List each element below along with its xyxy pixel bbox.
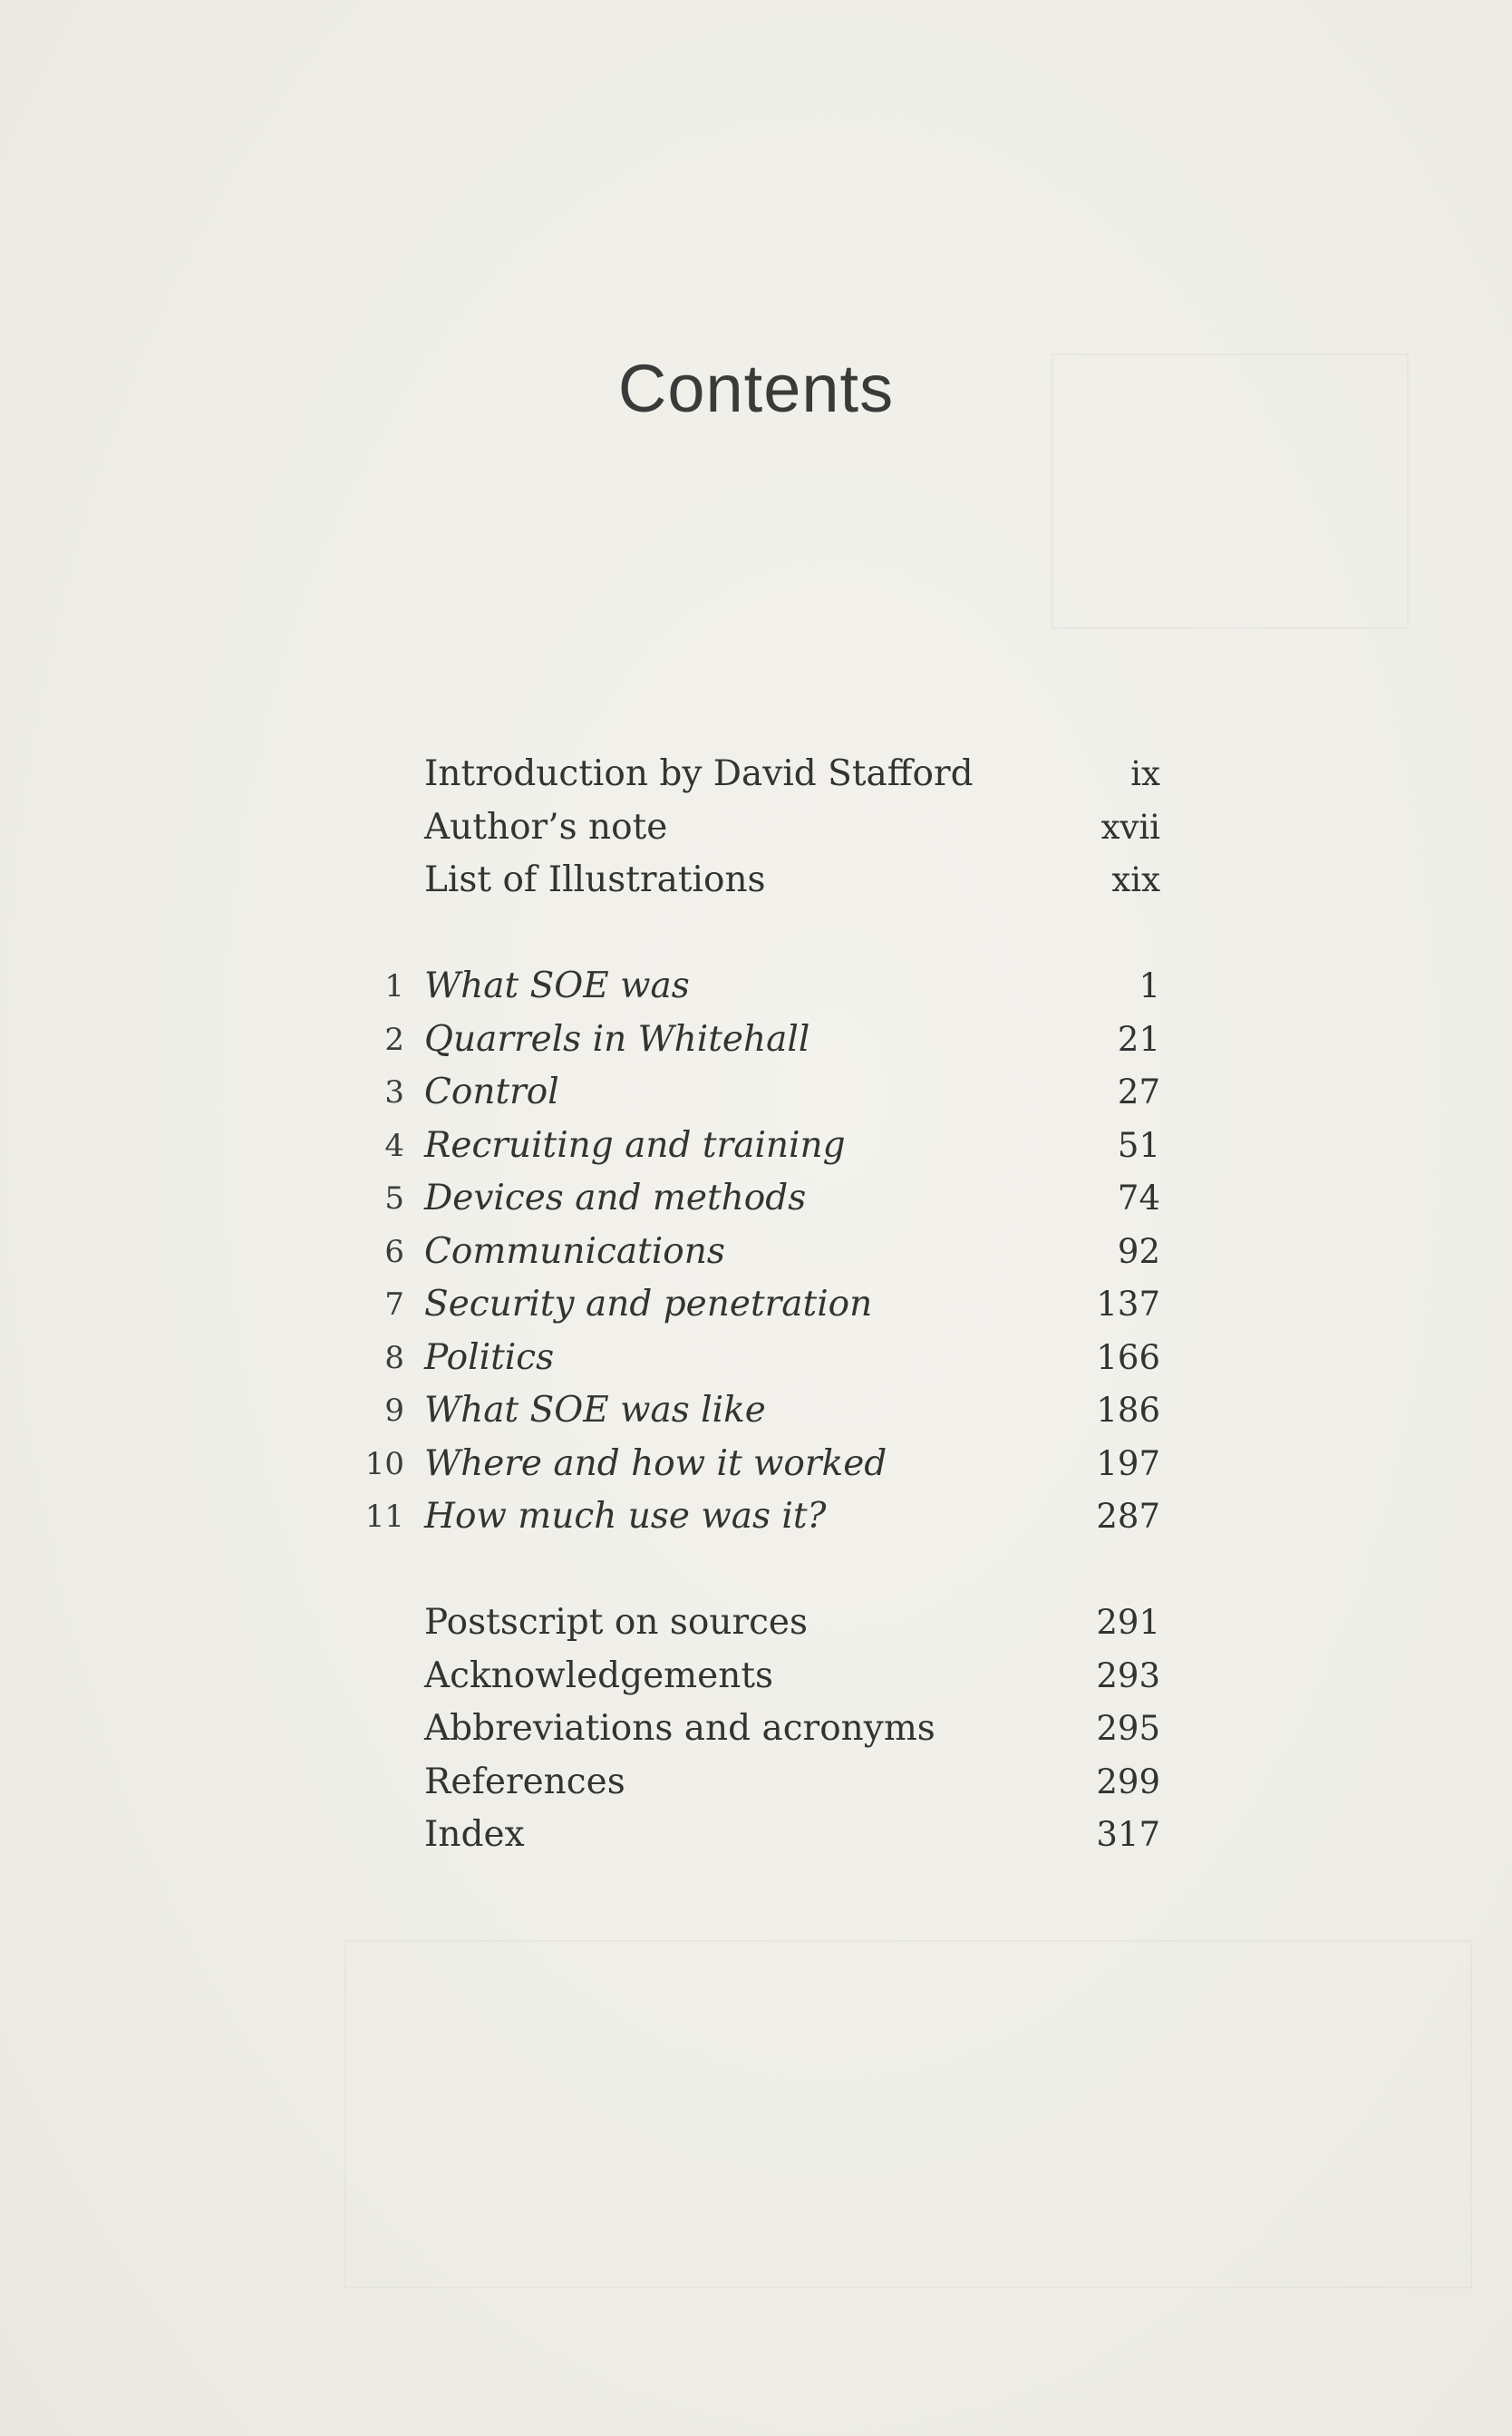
toc-entry-index <box>344 1809 1160 1862</box>
chapter-page: 27 <box>1117 1072 1160 1111</box>
chapter-number: 4 <box>384 1127 404 1164</box>
chapter-title: Where and how it worked <box>424 1442 887 1484</box>
section-gap <box>344 907 1160 961</box>
chapter-title: Control <box>424 1072 559 1112</box>
toc-chapter-11 <box>344 1490 1160 1544</box>
toc-entry-abbreviations <box>344 1703 1160 1756</box>
table-of-contents <box>344 748 1160 1862</box>
chapter-number: 10 <box>364 1445 404 1482</box>
chapter-number: 3 <box>384 1074 404 1111</box>
chapter-page: 92 <box>1117 1231 1160 1271</box>
chapter-title: Politics <box>424 1336 555 1378</box>
toc-chapter-5 <box>344 1172 1160 1226</box>
chapter-page: 21 <box>1117 1019 1160 1059</box>
toc-entry-page: 299 <box>1096 1761 1160 1801</box>
toc-entry-list-of-illustrations <box>344 854 1160 907</box>
toc-chapter-2 <box>344 1014 1160 1067</box>
chapter-page: 166 <box>1096 1337 1160 1377</box>
chapter-number: 6 <box>384 1233 404 1270</box>
chapter-title: Quarrels in Whitehall <box>424 1018 810 1060</box>
toc-entry-label: Abbreviations and acronyms <box>424 1708 935 1749</box>
chapter-title: Devices and methods <box>424 1178 807 1218</box>
chapter-page: 197 <box>1096 1443 1160 1483</box>
chapter-page: 74 <box>1117 1179 1160 1218</box>
chapter-number: 5 <box>384 1180 404 1217</box>
chapter-title: What SOE was <box>424 966 690 1006</box>
toc-chapter-7 <box>344 1278 1160 1332</box>
toc-entry-label: Author’s note <box>424 806 668 848</box>
chapter-page: 1 <box>1139 966 1160 1005</box>
toc-entry-label: Index <box>424 1814 525 1855</box>
toc-chapter-8 <box>344 1332 1160 1385</box>
toc-chapter-6 <box>344 1226 1160 1279</box>
chapter-page: 287 <box>1096 1497 1160 1536</box>
chapter-number: 8 <box>384 1339 404 1376</box>
toc-entry-authors-note <box>344 801 1160 855</box>
toc-entry-label: References <box>424 1761 625 1802</box>
section-gap <box>344 1544 1160 1597</box>
toc-entry-label: Introduction by David Stafford <box>424 753 974 794</box>
page-title: Contents <box>617 351 895 426</box>
toc-entry-page: ix <box>1130 754 1160 793</box>
toc-entry-label: Acknowledgements <box>424 1655 774 1696</box>
chapter-title: How much use was it? <box>424 1496 827 1537</box>
chapter-page: 186 <box>1096 1391 1160 1430</box>
toc-chapter-9 <box>344 1384 1160 1438</box>
chapter-number: 11 <box>364 1499 404 1535</box>
toc-entry-page: 317 <box>1096 1815 1160 1854</box>
chapter-title: Recruiting and training <box>424 1124 846 1166</box>
toc-entry-page: xvii <box>1100 807 1160 847</box>
chapter-number: 2 <box>384 1021 404 1058</box>
chapter-page: 51 <box>1117 1125 1160 1165</box>
toc-entry-acknowledgements <box>344 1650 1160 1703</box>
toc-chapter-10 <box>344 1438 1160 1491</box>
chapter-title: What SOE was like <box>424 1390 766 1431</box>
toc-entry-references <box>344 1756 1160 1810</box>
toc-chapter-1 <box>344 960 1160 1014</box>
toc-entry-label: List of Illustrations <box>424 859 766 900</box>
chapter-number: 1 <box>384 968 404 1004</box>
toc-entry-postscript <box>344 1597 1160 1650</box>
toc-chapter-4 <box>344 1120 1160 1173</box>
chapter-number: 9 <box>384 1393 404 1429</box>
chapter-title: Communications <box>424 1230 725 1272</box>
toc-entry-introduction <box>344 748 1160 801</box>
toc-entry-page: 291 <box>1096 1603 1160 1642</box>
toc-entry-page: 295 <box>1096 1709 1160 1748</box>
show-through-box <box>344 1940 1472 2288</box>
chapter-number: 7 <box>384 1286 404 1323</box>
toc-entry-page: 293 <box>1096 1655 1160 1695</box>
toc-entry-label: Postscript on sources <box>424 1602 809 1643</box>
toc-chapter-3 <box>344 1066 1160 1120</box>
toc-entry-page: xix <box>1111 860 1160 899</box>
chapter-title: Security and penetration <box>424 1284 873 1325</box>
chapter-page: 137 <box>1096 1285 1160 1324</box>
